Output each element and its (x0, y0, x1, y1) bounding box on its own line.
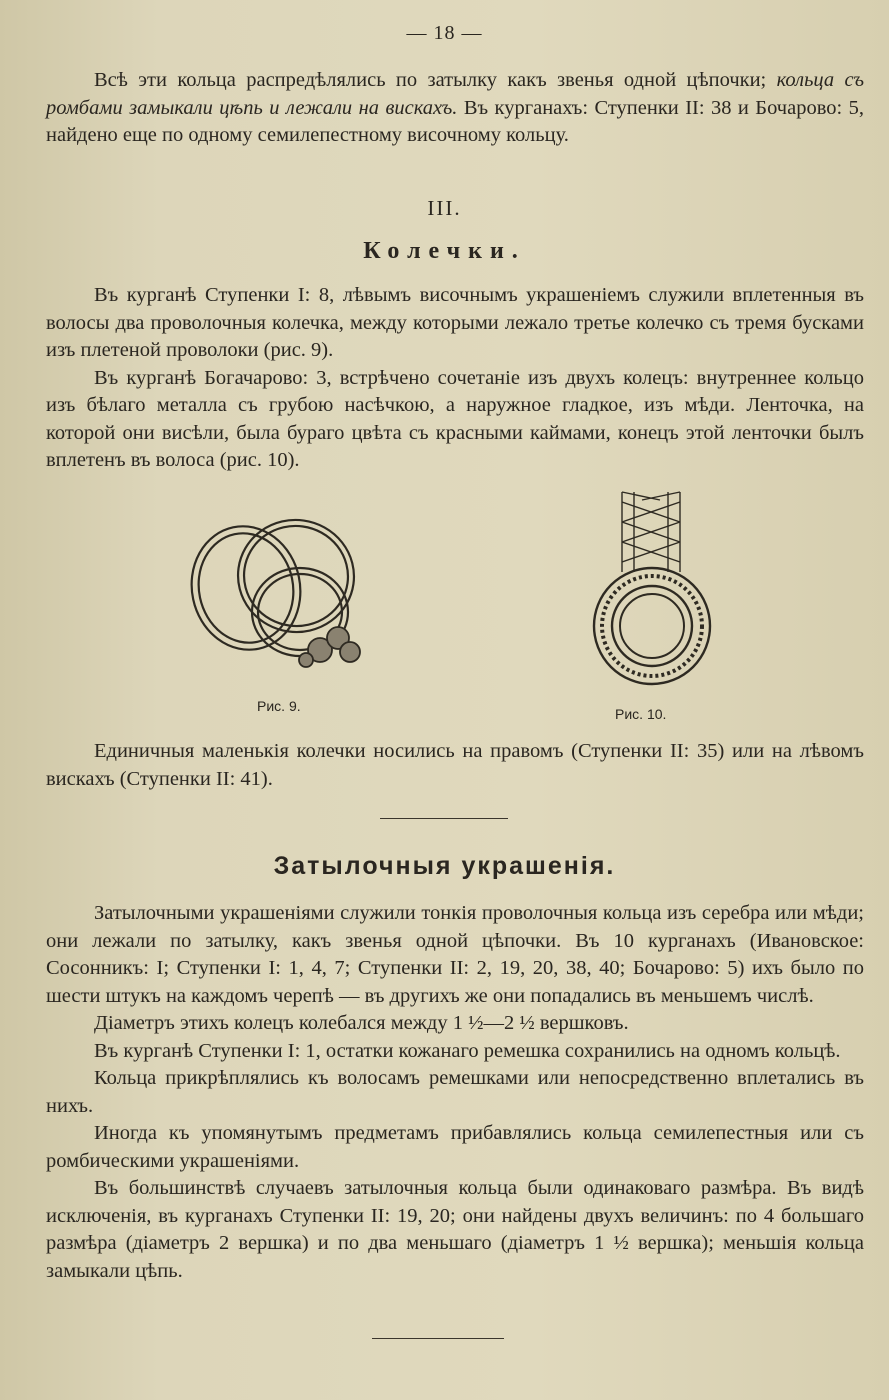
zatylochnye-paragraph-1: Затылочными украшеніями служили тонкія проволочныя кольца изъ серебра или мѣди; они лежали по затылку, какъ звенья одной цѣпочки. Въ 10 курганахъ (Ивановское: Сосонникъ: I; Ступенки I: 1, 4, 7; Ступенки II: 2, 19, 20, 38, 40; Бочарово: 5) ихъ было по шести штукъ на каждомъ черепѣ — въ другихъ же они попадались въ меньшемъ числѣ. (46, 902, 864, 1007)
figure-9-caption: Рис. 9. (257, 698, 301, 714)
figure-10-ring-on-ribbon-illustration (580, 488, 730, 688)
zatylochnye-text-block (46, 900, 864, 1285)
zatylochnye-paragraph-6: Въ большинствѣ случаевъ затылочныя кольца были одинаковаго размѣра. Въ видѣ исключенія, въ курганахъ Ступенки II: 19, 20; они найдены двухъ величинъ: по 4 большаго размѣра (діаметръ 2 вершка) и по два меньшаго (діаметръ 1 ½ вершка); меньшія кольца замыкали цѣпь. (46, 1177, 864, 1282)
page-number: — 18 — (406, 22, 483, 44)
section-title-zatylochnye: Затылочныя украшенія. (273, 852, 616, 880)
zatylochnye-paragraph-3: Въ курганѣ Ступенки I: 1, остатки кожанаго ремешка сохранились на одномъ кольцѣ. (94, 1039, 841, 1062)
kolechki-text-block (46, 282, 864, 475)
kolechki-text-block-2 (46, 738, 864, 793)
intro-paragraph-block (46, 67, 864, 150)
intro-text-b: Въ курганахъ: Ступенки II: 38 и Бочарово: 5, найдено еще по одному семилепестному височному кольцу. (46, 96, 864, 146)
intro-text-a: Всѣ эти кольца распредѣлялись по затылку какъ звенья одной цѣпочки; (94, 69, 777, 91)
zatylochnye-paragraph-2: Діаметръ этихъ колецъ колебался между 1 ½—2 ½ вершковъ. (94, 1012, 629, 1034)
kolechki-paragraph-3: Единичныя маленькія колечки носились на правомъ (Ступенки II: 35) или на лѣвомъ вискахъ (Ступенки II: 41). (46, 740, 864, 790)
figure-10-caption: Рис. 10. (615, 706, 667, 722)
zatylochnye-paragraph-5: Иногда къ упомянутымъ предметамъ прибавлялись кольца семилепестныя или съ ромбическими украшеніями. (46, 1122, 864, 1172)
section-roman-numeral: III. (427, 196, 462, 220)
intro-italic-text: кольца съ ромбами замыкали цѣпь и лежали на вискахъ. (46, 69, 864, 119)
end-divider (372, 1338, 504, 1339)
intro-paragraph (46, 67, 864, 150)
figure-9-rings-illustration (188, 510, 378, 690)
kolechki-paragraph-2: Въ курганѣ Богачарово: 3, встрѣчено сочетаніе изъ двухъ колецъ: внутреннее кольцо изъ бѣлаго металла съ грубою насѣчкою, а наружное гладкое, изъ мѣди. Ленточка, на которой они висѣли, была бураго цвѣта съ красными каймами, конецъ этой ленточки былъ вплетенъ въ волоса (рис. 10). (46, 366, 864, 471)
section-divider (380, 818, 508, 819)
section-title-kolechki: Колечки. (363, 238, 526, 264)
zatylochnye-paragraph-4: Кольца прикрѣплялись къ волосамъ ремешками или непосредственно вплетались въ нихъ. (46, 1067, 864, 1117)
kolechki-paragraph-1: Въ курганѣ Ступенки I: 8, лѣвымъ височнымъ украшеніемъ служили вплетенныя въ волосы два проволочныя колечка, между которыми лежало третье колечко съ тремя бусками изъ плетеной проволоки (рис. 9). (46, 284, 864, 361)
